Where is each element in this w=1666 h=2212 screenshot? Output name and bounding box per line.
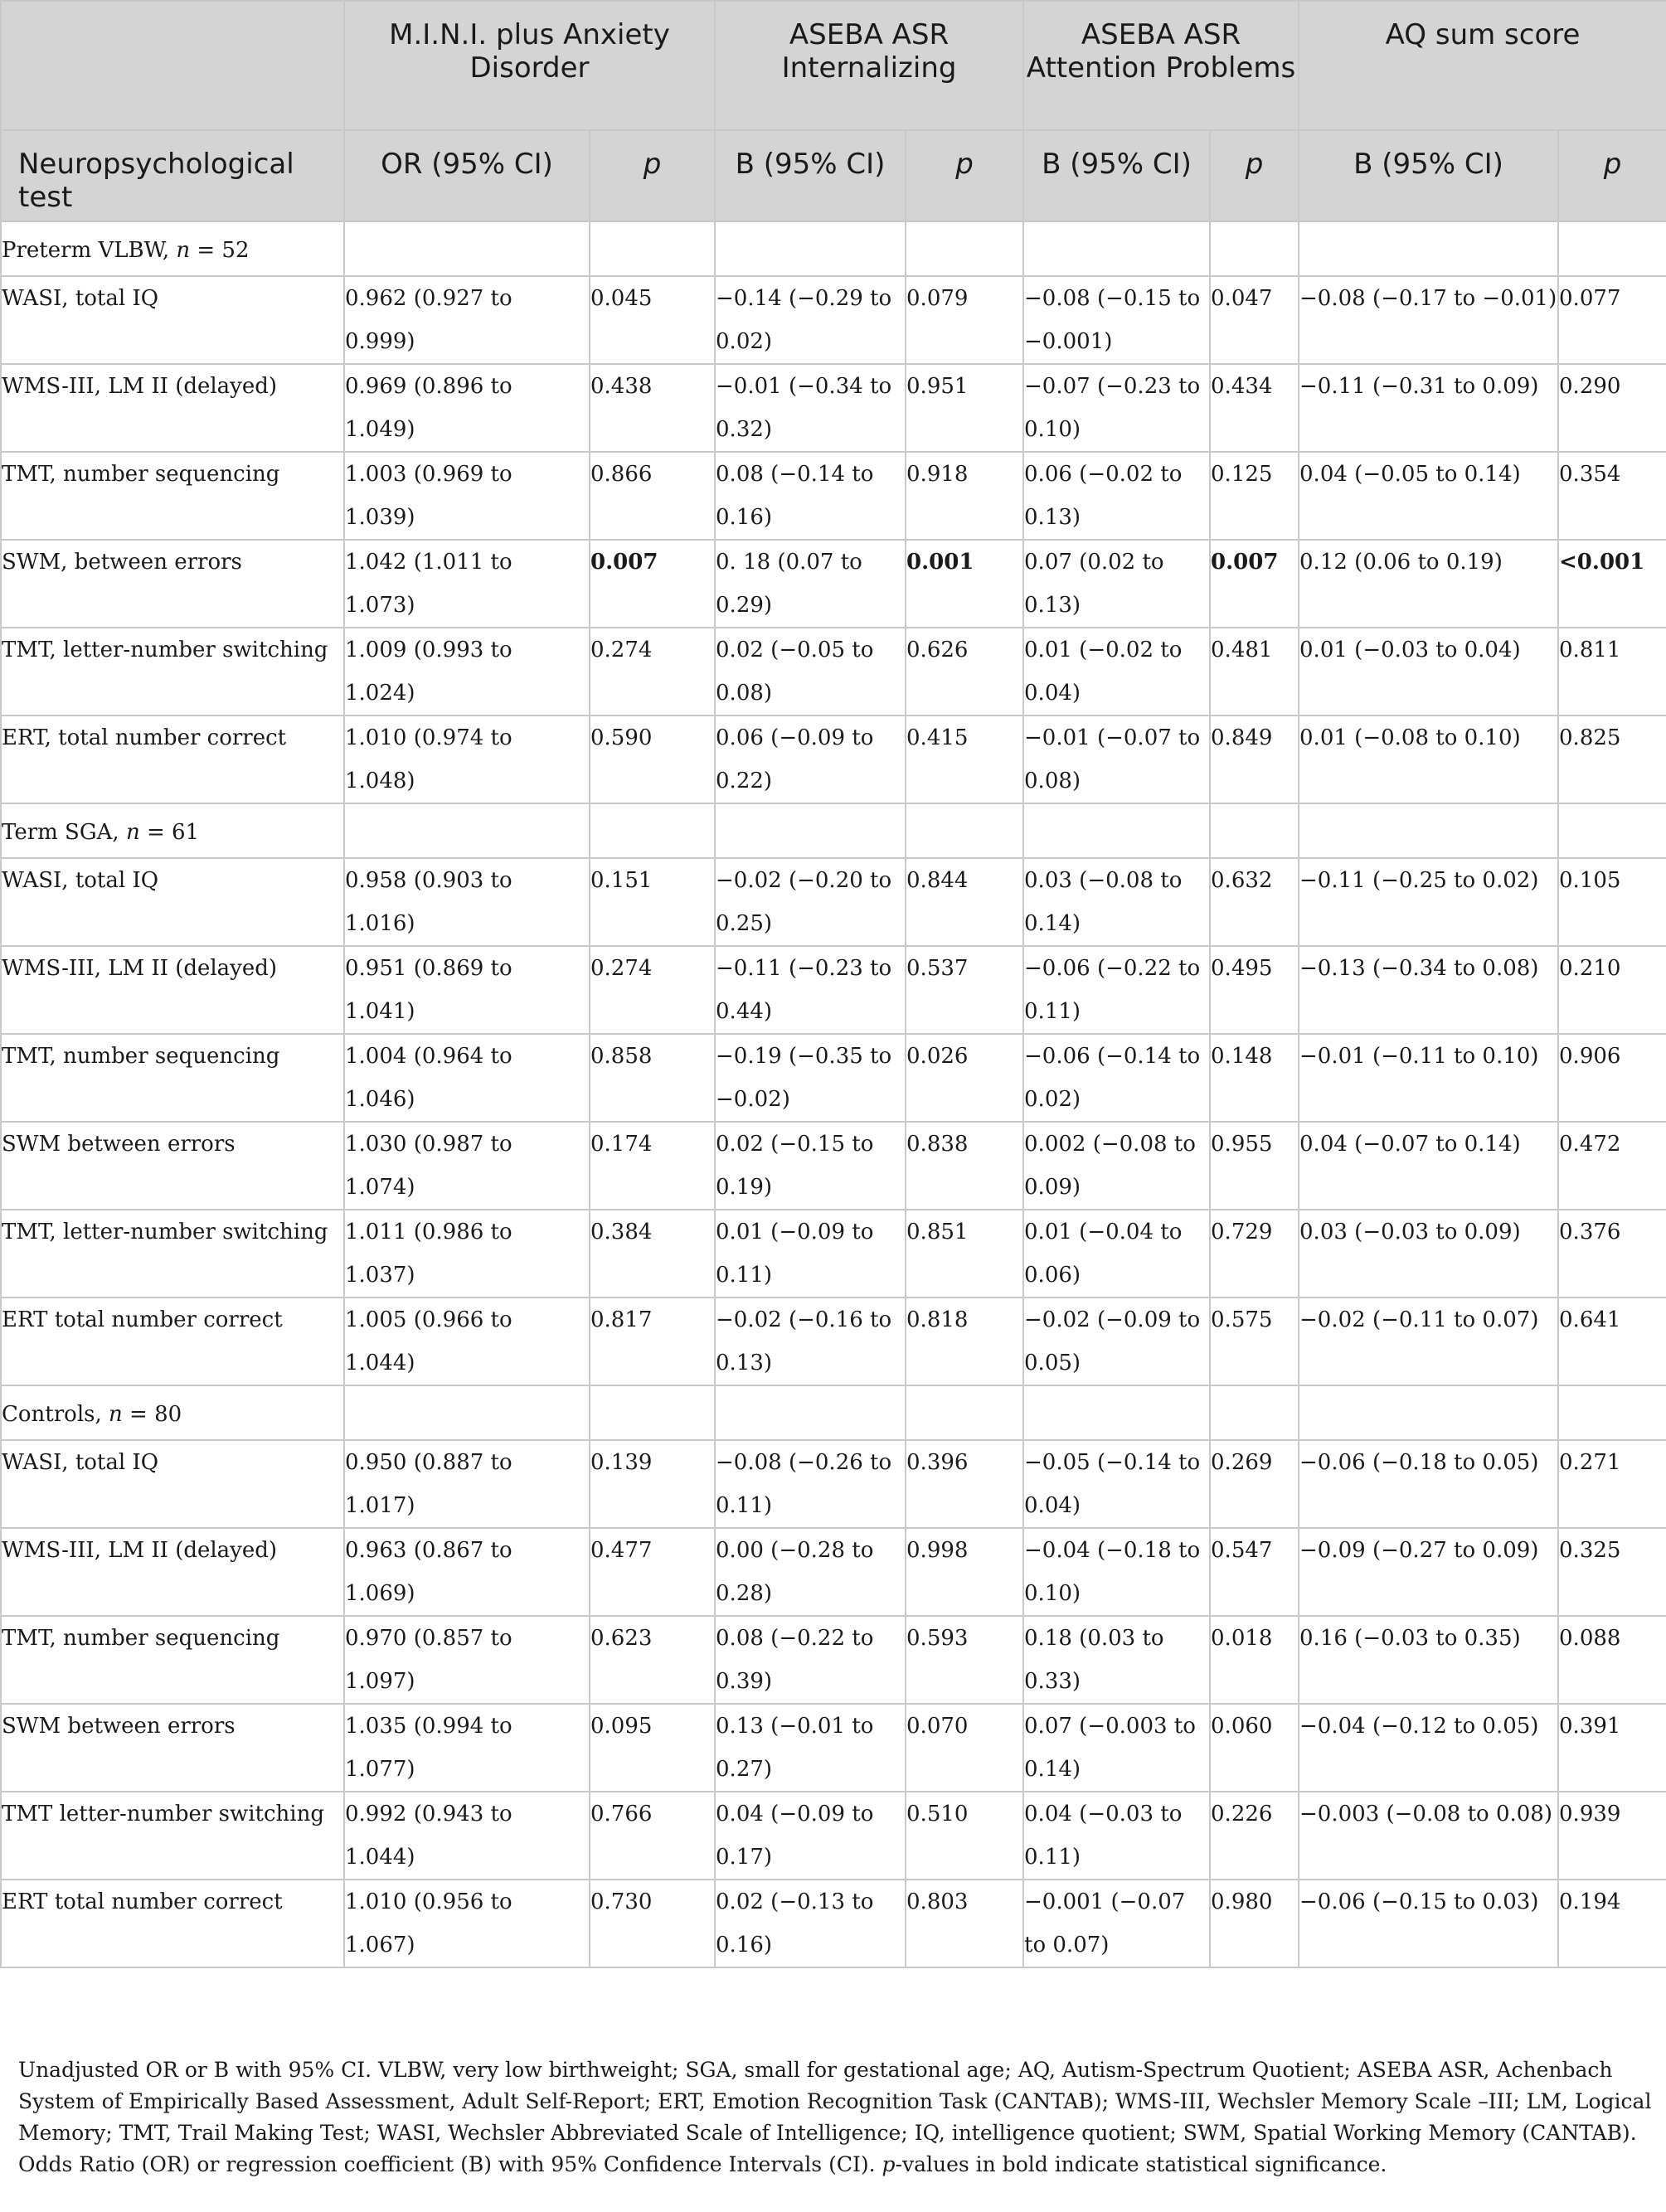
test-name-cell: WASI, total IQ (1, 1440, 344, 1528)
or-ci-cell: 0.958 (0.903 to 1.016) (344, 858, 590, 946)
empty-cell (590, 1385, 715, 1440)
p-value-cell: 0.290 (1558, 364, 1666, 452)
b-ci-cell: 0.04 (−0.05 to 0.14) (1299, 452, 1558, 540)
or-ci-cell: 1.011 (0.986 to 1.037) (344, 1210, 590, 1298)
b-ci-cell: 0. 18 (0.07 to 0.29) (715, 540, 906, 628)
b-ci-cell: 0.02 (−0.15 to 0.19) (715, 1122, 906, 1210)
table-row (1, 628, 1666, 716)
group-header-row (1, 1, 1666, 130)
footnote-p: p (882, 2152, 896, 2176)
p-value-cell: 0.951 (906, 364, 1023, 452)
p-value-cell: 0.537 (906, 946, 1023, 1034)
p-value-cell: 0.510 (906, 1792, 1023, 1880)
b-ci-cell: −0.06 (−0.22 to 0.11) (1023, 946, 1210, 1034)
table-footnote (18, 2054, 1656, 2180)
test-column-header: Neuropsychological test (1, 130, 344, 221)
b-ci-cell: −0.04 (−0.12 to 0.05) (1299, 1704, 1558, 1792)
b-ci-cell: −0.06 (−0.18 to 0.05) (1299, 1440, 1558, 1528)
p-value-cell: 0.438 (590, 364, 715, 452)
p-value-cell: 0.729 (1210, 1210, 1299, 1298)
empty-cell (715, 1385, 906, 1440)
table-row (1, 1210, 1666, 1298)
test-name-cell: TMT, letter-number switching (1, 628, 344, 716)
p-value-cell: 0.415 (906, 716, 1023, 803)
p-value-cell: 0.384 (590, 1210, 715, 1298)
p-value-cell: 0.632 (1210, 858, 1299, 946)
or-ci-cell: 1.003 (0.969 to 1.039) (344, 452, 590, 540)
p-column-header: p (1558, 130, 1666, 221)
p-value-cell: 0.851 (906, 1210, 1023, 1298)
p-value-cell: 0.641 (1558, 1298, 1666, 1385)
corner-cell (1, 1, 344, 130)
p-value-cell: 0.045 (590, 276, 715, 364)
group-header-aq: AQ sum score (1299, 1, 1666, 130)
test-name-cell: SWM, between errors (1, 540, 344, 628)
column-header-row (1, 130, 1666, 221)
b-ci-cell: 0.01 (−0.08 to 0.10) (1299, 716, 1558, 803)
or-ci-cell: 0.992 (0.943 to 1.044) (344, 1792, 590, 1880)
p-value-cell: 0.354 (1558, 452, 1666, 540)
b-ci-cell: 0.002 (−0.08 to 0.09) (1023, 1122, 1210, 1210)
section-label: Preterm VLBW, (2, 238, 177, 263)
p-value-cell: 0.955 (1210, 1122, 1299, 1210)
p-value-cell: 0.226 (1210, 1792, 1299, 1880)
p-value-cell: 0.151 (590, 858, 715, 946)
or-ci-cell: 0.951 (0.869 to 1.041) (344, 946, 590, 1034)
b-ci-cell: −0.11 (−0.31 to 0.09) (1299, 364, 1558, 452)
or-ci-cell: 1.009 (0.993 to 1.024) (344, 628, 590, 716)
section-n-value: = 61 (139, 820, 200, 845)
table-row (1, 364, 1666, 452)
b-ci-cell: −0.01 (−0.11 to 0.10) (1299, 1034, 1558, 1122)
or-ci-cell: 1.005 (0.966 to 1.044) (344, 1298, 590, 1385)
p-value-cell: 0.007 (1210, 540, 1299, 628)
empty-cell (590, 221, 715, 276)
p-value-cell: 0.766 (590, 1792, 715, 1880)
or-ci-cell: 1.010 (0.956 to 1.067) (344, 1880, 590, 1967)
p-value-cell: 0.105 (1558, 858, 1666, 946)
or-ci-cell: 0.963 (0.867 to 1.069) (344, 1528, 590, 1616)
empty-cell (344, 1385, 590, 1440)
p-value-cell: 0.007 (590, 540, 715, 628)
p-value-cell: 0.174 (590, 1122, 715, 1210)
empty-cell (1558, 803, 1666, 858)
section-label: Controls, (2, 1402, 109, 1427)
or-ci-cell: 1.010 (0.974 to 1.048) (344, 716, 590, 803)
b-ci-cell: 0.01 (−0.09 to 0.11) (715, 1210, 906, 1298)
b-ci-cell: −0.04 (−0.18 to 0.10) (1023, 1528, 1210, 1616)
test-name-cell: TMT, number sequencing (1, 1034, 344, 1122)
b-ci-cell: −0.02 (−0.16 to 0.13) (715, 1298, 906, 1385)
or-column-header: OR (95% CI) (344, 130, 590, 221)
p-value-cell: 0.274 (590, 946, 715, 1034)
b-ci-cell: 0.06 (−0.02 to 0.13) (1023, 452, 1210, 540)
p-value-cell: 0.590 (590, 716, 715, 803)
b-ci-cell: 0.03 (−0.08 to 0.14) (1023, 858, 1210, 946)
b-ci-cell: 0.01 (−0.03 to 0.04) (1299, 628, 1558, 716)
test-name-cell: SWM between errors (1, 1122, 344, 1210)
p-value-cell: 0.125 (1210, 452, 1299, 540)
empty-cell (1023, 1385, 1210, 1440)
empty-cell (344, 803, 590, 858)
or-ci-cell: 1.030 (0.987 to 1.074) (344, 1122, 590, 1210)
p-value-cell: 0.866 (590, 452, 715, 540)
p-value-cell: 0.060 (1210, 1704, 1299, 1792)
b-ci-cell: −0.08 (−0.15 to −0.001) (1023, 276, 1210, 364)
p-value-cell: 0.849 (1210, 716, 1299, 803)
p-value-cell: 0.079 (906, 276, 1023, 364)
p-value-cell: 0.825 (1558, 716, 1666, 803)
b-ci-cell: 0.04 (−0.03 to 0.11) (1023, 1792, 1210, 1880)
b-ci-cell: 0.12 (0.06 to 0.19) (1299, 540, 1558, 628)
p-value-cell: 0.148 (1210, 1034, 1299, 1122)
empty-cell (1558, 1385, 1666, 1440)
b-column-header: B (95% CI) (715, 130, 906, 221)
test-name-cell: WMS-III, LM II (delayed) (1, 364, 344, 452)
p-value-cell: 0.844 (906, 858, 1023, 946)
p-value-cell: 0.939 (1558, 1792, 1666, 1880)
table-row (1, 1034, 1666, 1122)
b-ci-cell: −0.14 (−0.29 to 0.02) (715, 276, 906, 364)
empty-cell (1023, 221, 1210, 276)
p-value-cell: 0.906 (1558, 1034, 1666, 1122)
p-value-cell: 0.088 (1558, 1616, 1666, 1704)
or-ci-cell: 1.004 (0.964 to 1.046) (344, 1034, 590, 1122)
p-value-cell: 0.139 (590, 1440, 715, 1528)
table-row (1, 1122, 1666, 1210)
or-ci-cell: 0.950 (0.887 to 1.017) (344, 1440, 590, 1528)
section-n-value: = 52 (190, 238, 250, 263)
test-name-cell: WASI, total IQ (1, 858, 344, 946)
p-value-cell: 0.434 (1210, 364, 1299, 452)
empty-cell (906, 221, 1023, 276)
section-n-label: n (109, 1402, 123, 1427)
or-ci-cell: 0.970 (0.857 to 1.097) (344, 1616, 590, 1704)
section-label-cell (1, 221, 344, 276)
table-row (1, 452, 1666, 540)
b-ci-cell: 0.16 (−0.03 to 0.35) (1299, 1616, 1558, 1704)
b-ci-cell: −0.11 (−0.23 to 0.44) (715, 946, 906, 1034)
or-ci-cell: 1.035 (0.994 to 1.077) (344, 1704, 590, 1792)
p-value-cell: 0.095 (590, 1704, 715, 1792)
p-value-cell: 0.026 (906, 1034, 1023, 1122)
table-row (1, 276, 1666, 364)
b-ci-cell: −0.05 (−0.14 to 0.04) (1023, 1440, 1210, 1528)
section-row (1, 221, 1666, 276)
p-value-cell: 0.818 (906, 1298, 1023, 1385)
b-ci-cell: −0.02 (−0.09 to 0.05) (1023, 1298, 1210, 1385)
b-ci-cell: −0.19 (−0.35 to −0.02) (715, 1034, 906, 1122)
b-column-header: B (95% CI) (1023, 130, 1210, 221)
empty-cell (1299, 803, 1558, 858)
empty-cell (1210, 1385, 1299, 1440)
b-ci-cell: −0.11 (−0.25 to 0.02) (1299, 858, 1558, 946)
p-value-cell: 0.626 (906, 628, 1023, 716)
test-name-cell: TMT, letter-number switching (1, 1210, 344, 1298)
p-value-cell: 0.481 (1210, 628, 1299, 716)
p-value-cell: 0.838 (906, 1122, 1023, 1210)
section-row (1, 1385, 1666, 1440)
test-name-cell: TMT, number sequencing (1, 1616, 344, 1704)
b-ci-cell: 0.04 (−0.07 to 0.14) (1299, 1122, 1558, 1210)
test-name-cell: WMS-III, LM II (delayed) (1, 946, 344, 1034)
test-name-cell: WMS-III, LM II (delayed) (1, 1528, 344, 1616)
p-value-cell: 0.325 (1558, 1528, 1666, 1616)
p-value-cell: 0.547 (1210, 1528, 1299, 1616)
or-ci-cell: 0.962 (0.927 to 0.999) (344, 276, 590, 364)
b-ci-cell: −0.06 (−0.14 to 0.02) (1023, 1034, 1210, 1122)
section-label-cell (1, 1385, 344, 1440)
p-value-cell: 0.274 (590, 628, 715, 716)
b-ci-cell: −0.02 (−0.20 to 0.25) (715, 858, 906, 946)
empty-cell (906, 1385, 1023, 1440)
table-row (1, 716, 1666, 803)
test-name-cell: TMT, number sequencing (1, 452, 344, 540)
b-ci-cell: 0.18 (0.03 to 0.33) (1023, 1616, 1210, 1704)
p-value-cell: 0.070 (906, 1704, 1023, 1792)
p-value-cell: 0.194 (1558, 1880, 1666, 1967)
b-ci-cell: −0.01 (−0.34 to 0.32) (715, 364, 906, 452)
b-ci-cell: 0.07 (0.02 to 0.13) (1023, 540, 1210, 628)
table-row (1, 858, 1666, 946)
empty-cell (1023, 803, 1210, 858)
empty-cell (715, 221, 906, 276)
b-ci-cell: −0.003 (−0.08 to 0.08) (1299, 1792, 1558, 1880)
p-value-cell: 0.575 (1210, 1298, 1299, 1385)
test-name-cell: ERT, total number correct (1, 716, 344, 803)
b-ci-cell: −0.01 (−0.07 to 0.08) (1023, 716, 1210, 803)
footnote-text-end: -values in bold indicate statistical significance. (895, 2152, 1387, 2176)
b-ci-cell: 0.01 (−0.02 to 0.04) (1023, 628, 1210, 716)
p-value-cell: 0.001 (906, 540, 1023, 628)
b-ci-cell: −0.07 (−0.23 to 0.10) (1023, 364, 1210, 452)
table-body (1, 221, 1666, 1967)
p-value-cell: 0.396 (906, 1440, 1023, 1528)
test-name-cell: SWM between errors (1, 1704, 344, 1792)
p-value-cell: 0.817 (590, 1298, 715, 1385)
p-value-cell: 0.477 (590, 1528, 715, 1616)
section-row (1, 803, 1666, 858)
p-value-cell: 0.376 (1558, 1210, 1666, 1298)
b-ci-cell: −0.08 (−0.17 to −0.01) (1299, 276, 1558, 364)
section-label-cell (1, 803, 344, 858)
p-value-cell: <0.001 (1558, 540, 1666, 628)
p-column-header: p (1210, 130, 1299, 221)
or-ci-cell: 0.969 (0.896 to 1.049) (344, 364, 590, 452)
table-row (1, 1298, 1666, 1385)
b-ci-cell: 0.01 (−0.04 to 0.06) (1023, 1210, 1210, 1298)
b-ci-cell: 0.04 (−0.09 to 0.17) (715, 1792, 906, 1880)
test-name-cell: WASI, total IQ (1, 276, 344, 364)
b-ci-cell: 0.08 (−0.22 to 0.39) (715, 1616, 906, 1704)
b-ci-cell: −0.001 (−0.07 to 0.07) (1023, 1880, 1210, 1967)
b-ci-cell: 0.07 (−0.003 to 0.14) (1023, 1704, 1210, 1792)
empty-cell (1558, 221, 1666, 276)
p-value-cell: 0.018 (1210, 1616, 1299, 1704)
empty-cell (344, 221, 590, 276)
p-value-cell: 0.998 (906, 1528, 1023, 1616)
b-ci-cell: 0.13 (−0.01 to 0.27) (715, 1704, 906, 1792)
table-row (1, 1440, 1666, 1528)
table-row (1, 1528, 1666, 1616)
group-header-internalizing: ASEBA ASR Internalizing (715, 1, 1023, 130)
b-ci-cell: −0.02 (−0.11 to 0.07) (1299, 1298, 1558, 1385)
section-n-value: = 80 (122, 1402, 182, 1427)
b-ci-cell: −0.09 (−0.27 to 0.09) (1299, 1528, 1558, 1616)
empty-cell (1299, 1385, 1558, 1440)
footnote-text: Unadjusted OR or B with 95% CI. VLBW, very low birthweight; SGA, small for gestational age; AQ, Autism-Spectrum Quotient; ASEBA ASR, Achenbach System of Empirically Based Assessment, Adult Self-Report; ERT, Emotion Recognition Task (CANTAB); WMS-III, Wechsler Memory Scale –III; LM, Logical Memory; TMT, Trail Making Test; WASI, Wechsler Abbreviated Scale of Intelligence; IQ, intelligence quotient; SWM, Spatial Working Memory (CANTAB). Odds Ratio (OR) or regression coefficient (B) with 95% Confidence Intervals (CI). (18, 2058, 1652, 2176)
p-value-cell: 0.811 (1558, 628, 1666, 716)
table-row (1, 540, 1666, 628)
empty-cell (715, 803, 906, 858)
p-value-cell: 0.730 (590, 1880, 715, 1967)
p-value-cell: 0.858 (590, 1034, 715, 1122)
section-n-label: n (176, 238, 191, 263)
empty-cell (1210, 221, 1299, 276)
b-ci-cell: −0.06 (−0.15 to 0.03) (1299, 1880, 1558, 1967)
section-n-label: n (125, 820, 140, 845)
b-column-header: B (95% CI) (1299, 130, 1558, 221)
test-name-cell: TMT letter-number switching (1, 1792, 344, 1880)
p-value-cell: 0.980 (1210, 1880, 1299, 1967)
p-value-cell: 0.623 (590, 1616, 715, 1704)
group-header-mini: M.I.N.I. plus Anxiety Disorder (344, 1, 715, 130)
section-label: Term SGA, (2, 820, 126, 845)
p-value-cell: 0.472 (1558, 1122, 1666, 1210)
p-value-cell: 0.269 (1210, 1440, 1299, 1528)
p-value-cell: 0.271 (1558, 1440, 1666, 1528)
table-row (1, 1704, 1666, 1792)
b-ci-cell: −0.13 (−0.34 to 0.08) (1299, 946, 1558, 1034)
p-value-cell: 0.210 (1558, 946, 1666, 1034)
empty-cell (906, 803, 1023, 858)
empty-cell (590, 803, 715, 858)
b-ci-cell: 0.02 (−0.13 to 0.16) (715, 1880, 906, 1967)
b-ci-cell: 0.02 (−0.05 to 0.08) (715, 628, 906, 716)
p-value-cell: 0.047 (1210, 276, 1299, 364)
table-row (1, 1792, 1666, 1880)
group-header-attention: ASEBA ASR Attention Problems (1023, 1, 1299, 130)
p-value-cell: 0.803 (906, 1880, 1023, 1967)
b-ci-cell: 0.08 (−0.14 to 0.16) (715, 452, 906, 540)
table-row (1, 1616, 1666, 1704)
table-row (1, 946, 1666, 1034)
b-ci-cell: 0.03 (−0.03 to 0.09) (1299, 1210, 1558, 1298)
test-name-cell: ERT total number correct (1, 1298, 344, 1385)
empty-cell (1299, 221, 1558, 276)
test-name-cell: ERT total number correct (1, 1880, 344, 1967)
p-value-cell: 0.918 (906, 452, 1023, 540)
p-value-cell: 0.077 (1558, 276, 1666, 364)
p-column-header: p (906, 130, 1023, 221)
empty-cell (1210, 803, 1299, 858)
or-ci-cell: 1.042 (1.011 to 1.073) (344, 540, 590, 628)
p-column-header: p (590, 130, 715, 221)
p-value-cell: 0.391 (1558, 1704, 1666, 1792)
b-ci-cell: 0.06 (−0.09 to 0.22) (715, 716, 906, 803)
b-ci-cell: 0.00 (−0.28 to 0.28) (715, 1528, 906, 1616)
p-value-cell: 0.495 (1210, 946, 1299, 1034)
b-ci-cell: −0.08 (−0.26 to 0.11) (715, 1440, 906, 1528)
p-value-cell: 0.593 (906, 1616, 1023, 1704)
table-row (1, 1880, 1666, 1967)
